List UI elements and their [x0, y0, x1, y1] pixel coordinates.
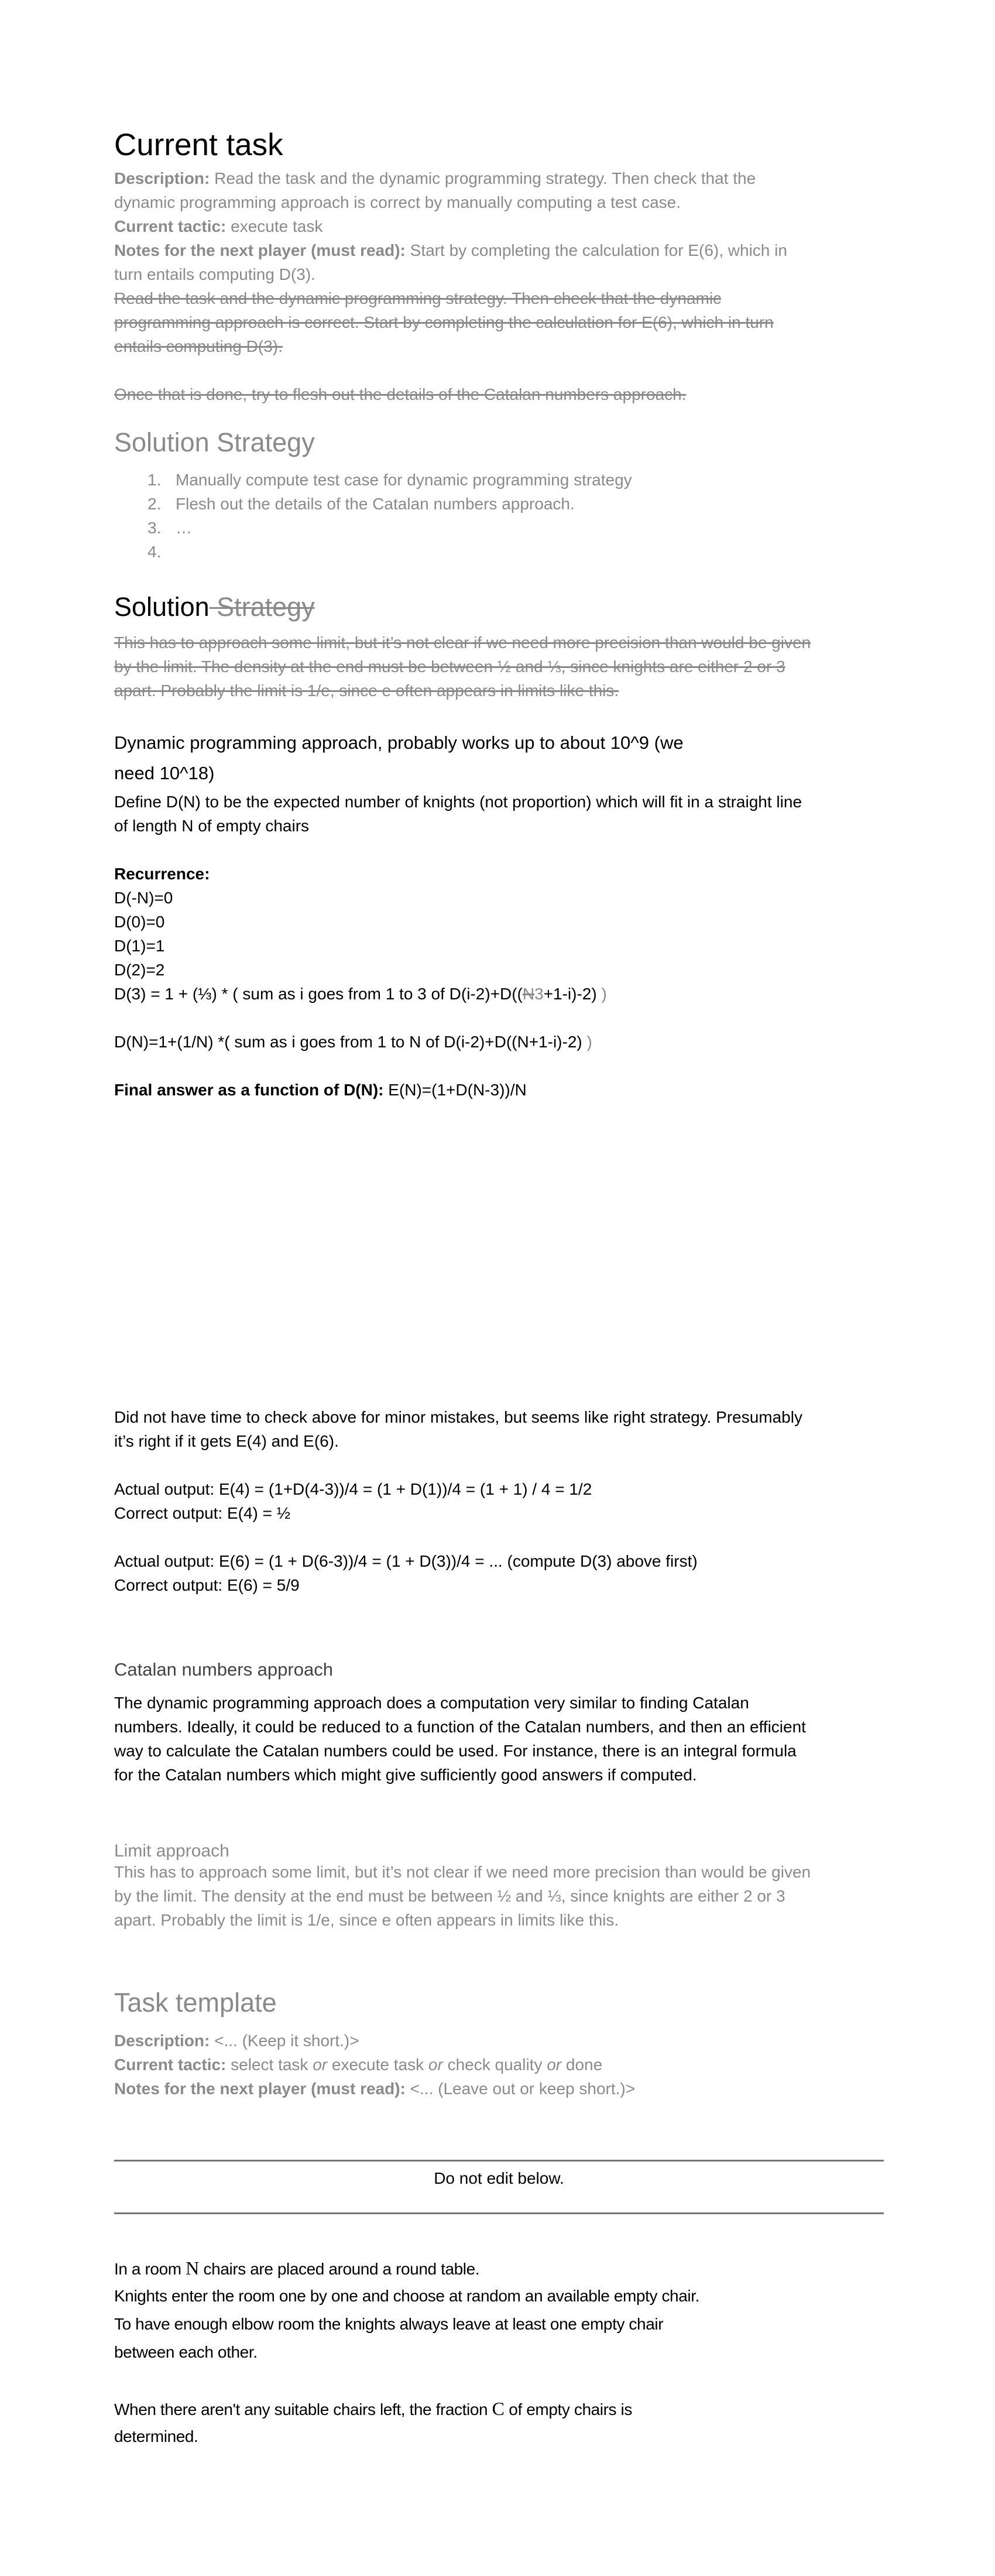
struck-n: N	[522, 985, 535, 1003]
blank-line	[114, 1006, 884, 1030]
notes-line-2: turn entails computing D(3).	[114, 265, 315, 283]
heading-limit-approach: Limit approach	[114, 1841, 229, 1861]
math-variable-c: C	[492, 2398, 505, 2419]
description-label: Description:	[114, 169, 210, 187]
task-line: Knights enter the room one by one and choose at random an available empty chair.	[114, 2287, 699, 2305]
divider-top	[114, 2160, 884, 2161]
blank-line	[114, 1525, 884, 1549]
struck-line: by the limit. The density at the end must be between ½ and ⅓, since knights are either 2 or 3	[114, 657, 785, 676]
list-number: 4.	[147, 543, 162, 561]
template-tactic-label: Current tactic:	[114, 2056, 227, 2074]
list-item: 2. Flesh out the details of the Catalan numbers approach.	[114, 492, 884, 516]
divider-bottom	[114, 2212, 884, 2214]
task-line: When there aren't any suitable chairs left, the fraction C of empty chairs is	[114, 2398, 632, 2419]
dp-body	[114, 790, 884, 1102]
struck-line: entails computing D(3).	[114, 337, 283, 355]
list-item: 1. Manually compute test case for dynamic programming strategy	[114, 468, 884, 492]
recurrence-d3: D(3) = 1 + (⅓) * ( sum as i goes from 1 to 3 of D(i-2)+D((N3+1-i)-2) )	[114, 985, 607, 1003]
heading-current-task: Current task	[114, 128, 283, 162]
task-template-body	[114, 2029, 884, 2101]
template-description-label: Description:	[114, 2032, 210, 2050]
struck-once-paragraph	[114, 382, 884, 406]
e4-actual-output: Actual output: E(4) = (1+D(4-3))/4 = (1 + D(1))/4 = (1 + 1) / 4 = 1/2	[114, 1480, 592, 1498]
e4-correct-output: Correct output: E(4) = ½	[114, 1504, 291, 1522]
strategy-list	[114, 468, 884, 564]
notes-label: Notes for the next player (must read):	[114, 241, 406, 259]
template-notes-line: Notes for the next player (must read): <... (Leave out or keep short.)>	[114, 2080, 636, 2098]
blank-line	[114, 838, 884, 862]
blank-line	[114, 1054, 884, 1078]
task-line: between each other.	[114, 2343, 258, 2361]
do-not-edit-note: Do not edit below.	[434, 2169, 564, 2187]
struck-heading-word: Strategy	[209, 592, 315, 622]
recurrence-label: Recurrence:	[114, 865, 210, 883]
list-number: 1.	[147, 471, 162, 489]
list-item: 3. …	[114, 516, 884, 540]
struck-line: Once that is done, try to flesh out the details of the Catalan numbers approach.	[114, 385, 687, 403]
task-line: determined.	[114, 2427, 198, 2445]
description-line-2: dynamic programming approach is correct by manually computing a test case.	[114, 193, 681, 211]
list-number: 3.	[147, 519, 162, 537]
current-tactic-line: Current tactic: execute task	[114, 217, 323, 235]
recurrence-base-case: D(1)=1	[114, 937, 165, 955]
template-notes-label: Notes for the next player (must read):	[114, 2080, 406, 2098]
struck-limit-paragraph	[114, 631, 884, 703]
heading-dp-approach: Dynamic programming approach, probably works up to about 10^9 (we need 10^18)	[114, 732, 684, 783]
gray-paren: )	[596, 985, 607, 1003]
check-note-line-2: it’s right if it gets E(4) and E(6).	[114, 1432, 339, 1450]
define-line-1: Define D(N) to be the expected number of knights (not proportion) which will fit in a straight line	[114, 793, 802, 811]
struck-line: This has to approach some limit, but it’s not clear if we need more precision than would be given	[114, 633, 811, 652]
blank-line	[114, 2366, 884, 2395]
replacement-3: 3	[534, 985, 544, 1003]
notes-line-1: Notes for the next player (must read): Start by completing the calculation for E(6), which in	[114, 241, 787, 259]
current-tactic-label: Current tactic:	[114, 217, 227, 235]
e6-correct-output: Correct output: E(6) = 5/9	[114, 1576, 300, 1594]
heading-catalan-approach: Catalan numbers approach	[114, 1659, 333, 1680]
list-number: 2.	[147, 495, 162, 513]
original-task-statement	[114, 2254, 884, 2451]
catalan-paragraph: The dynamic programming approach does a computation very similar to finding Catalan numbers. Ideally, it could be reduced to a function of the Catalan numbers, and then an efficient way to calculate the Catalan numbers could be used. For instance, there is an integral formula for the Catalan numbers which might give sufficiently good answers if computed.	[114, 1694, 806, 1784]
heading-solution-strategy: Solution Strategy	[114, 427, 315, 457]
recurrence-base-case: D(0)=0	[114, 913, 165, 931]
struck-line: Read the task and the dynamic programming strategy. Then check that the dynamic	[114, 289, 722, 307]
limit-paragraph: This has to approach some limit, but it’s not clear if we need more precision than would be given by the limit. The density at the end must be between ½ and ⅓, since knights are either 2 or 3 apart. Probably the limit is 1/e, since e often appears in limits like this.	[114, 1863, 811, 1929]
struck-line: apart. Probably the limit is 1/e, since e often appears in limits like this.	[114, 681, 619, 700]
final-answer-line: Final answer as a function of D(N): E(N)=(1+D(N-3))/N	[114, 1081, 527, 1099]
template-tactic-line: Current tactic: select task or execute task or check quality or done	[114, 2056, 603, 2074]
recurrence-base-case: D(-N)=0	[114, 889, 173, 907]
list-item	[114, 540, 884, 564]
struck-intro-paragraph	[114, 286, 884, 358]
recurrence-dn: D(N)=1+(1/N) *( sum as i goes from 1 to N of D(i-2)+D((N+1-i)-2) )	[114, 1033, 592, 1051]
check-note-line-1: Did not have time to check above for minor mistakes, but seems like right strategy. Presumably	[114, 1408, 802, 1426]
define-line-2: of length N of empty chairs	[114, 817, 310, 835]
task-line: To have enough elbow room the knights always leave at least one empty chair	[114, 2315, 664, 2333]
check-section	[114, 1405, 884, 1597]
final-answer-label: Final answer as a function of D(N):	[114, 1081, 384, 1099]
task-line: In a room N chairs are placed around a round table.	[114, 2258, 480, 2279]
blank-line	[114, 1453, 884, 1477]
template-description-line: Description: <... (Keep it short.)>	[114, 2032, 359, 2050]
description-line-1: Description: Read the task and the dynamic programming strategy. Then check that the	[114, 169, 756, 187]
heading-task-template: Task template	[114, 1988, 277, 2017]
current-task-meta	[114, 166, 884, 286]
e6-actual-output: Actual output: E(6) = (1 + D(6-3))/4 = (1 + D(3))/4 = ... (compute D(3) above first)	[114, 1552, 698, 1570]
recurrence-base-case: D(2)=2	[114, 961, 165, 979]
struck-line: programming approach is correct. Start by completing the calculation for E(6), which in turn	[114, 313, 774, 331]
math-variable-n: N	[186, 2258, 200, 2279]
gray-paren: )	[582, 1033, 592, 1051]
heading-solution: Solution Strategy	[114, 592, 315, 622]
